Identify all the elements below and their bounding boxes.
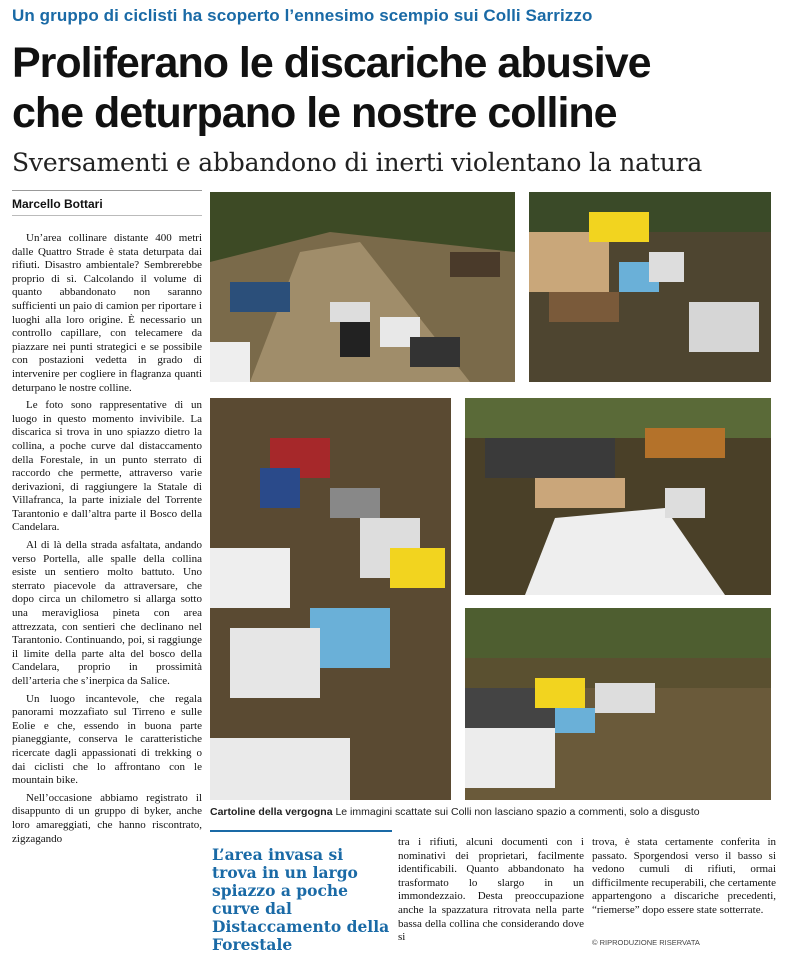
headline (12, 38, 782, 138)
photo-trash-closeup (210, 398, 451, 800)
body-paragraph: trova, è stata certamente conferita in passato. Sporgendosi verso il basso si vedono cumuli di rifiuti, ormai difficilmente recuperabili, che certamente appartengono a discariche precedenti, “riemerse” dopo essere state sotterrate. (592, 836, 776, 916)
divider (12, 190, 202, 191)
caption-text: Le immagini scattate sui Colli non lasciano spazio a commenti, solo a disgusto (332, 806, 700, 818)
subheadline: Sversamenti e abbandono di inerti violentano la natura (12, 148, 703, 177)
caption-title: Cartoline della vergogna (210, 806, 333, 818)
body-paragraph: Un’area collinare distante 400 metri dalle Quattro Strade è stata deturpata dai rifiuti. Disastro ambientale? Sembrerebbe proprio di sì. Calcolando il volume di quanto abbandonato non saranno sufficienti un paio di camion per riportare i luoghi alla loro origine. È necessario un controllo capillare, con telecamere da piazzare nei punti strategici e se possibile con postazioni vedetta in grado di intervenire per cogliere in flagranza quanti deturpano le nostre colline. (12, 232, 202, 394)
photo-white-tarp (465, 398, 771, 595)
body-paragraph: tra i rifiuti, alcuni documenti con i nominativi dei proprietari, facilmente identificabili. Quanto abbandonato ha trasformato lo slargo in un immondezzaio. Desta preoccupazione anche la spazzatura ritrovata nella parte bassa della collina che considerando dove si (398, 836, 584, 944)
divider (12, 215, 202, 216)
body-column-2 (398, 836, 584, 949)
photo-dump-path (210, 192, 515, 382)
headline-line-1: Proliferano le discariche abusive (12, 39, 651, 87)
body-paragraph: Al di là della strada asfaltata, andando verso Portella, alle spalle della collina esiste un sentiero molto battuto. Uno sterrato piacevole da attraversare, che dopo circa un chilometro si allarga sotto una meravigliosa pineta con area attrezzata, con sentieri che declinano nel Tarantonio. Continuando, poi, si raggiunge il limite della parte alta del bosco della Candelara, proprio in prossimità dell’arteria che s’inerpica da Salice. (12, 539, 202, 687)
photo-caption (210, 806, 780, 818)
pullquote: L’area invasa si trova in un largo spiazzo a poche curve dal Distaccamento della Forestale (212, 845, 390, 954)
body-column-1 (12, 232, 202, 850)
body-paragraph: Un luogo incantevole, che regala panorami mozzafiato sul Tirreno e sulle Eolie e che, essendo in buona parte pianeggiante, conserva le caratteristiche ricercate dagli appassionati di trekking o dai ciclisti che lo affrontano con le mountain bike. (12, 692, 202, 787)
photo-pallets-bags (529, 192, 771, 382)
body-column-3 (592, 836, 776, 922)
kicker: Un gruppo di ciclisti ha scoperto l’ennesimo scempio sui Colli Sarrizzo (12, 6, 593, 25)
headline-line-2: che deturpano le nostre colline (12, 89, 617, 137)
pullquote-rule (210, 830, 392, 832)
body-paragraph: Le foto sono rappresentative di un luogo in questo momento invivibile. La discarica si trova in uno spiazzo dietro la collina, a poche curve dal distaccamento della Forestale, in un punto sterrato di raccordo che permette, attraverso varie derivazioni, di raggiungere la Statale di Villafranca, la parte iniziale del Torrente Tarantonio e dall’altra parte il Bosco della Candelara. (12, 399, 202, 534)
copyright-notice: © RIPRODUZIONE RISERVATA (592, 938, 700, 947)
body-paragraph: Nell’occasione abbiamo registrato il disappunto di un gruppo di byker, anche loro amareggiati, che hanno riscontrato, zigzagando (12, 791, 202, 845)
byline: Marcello Bottari (12, 197, 103, 211)
photo-wide-dump (465, 608, 771, 800)
